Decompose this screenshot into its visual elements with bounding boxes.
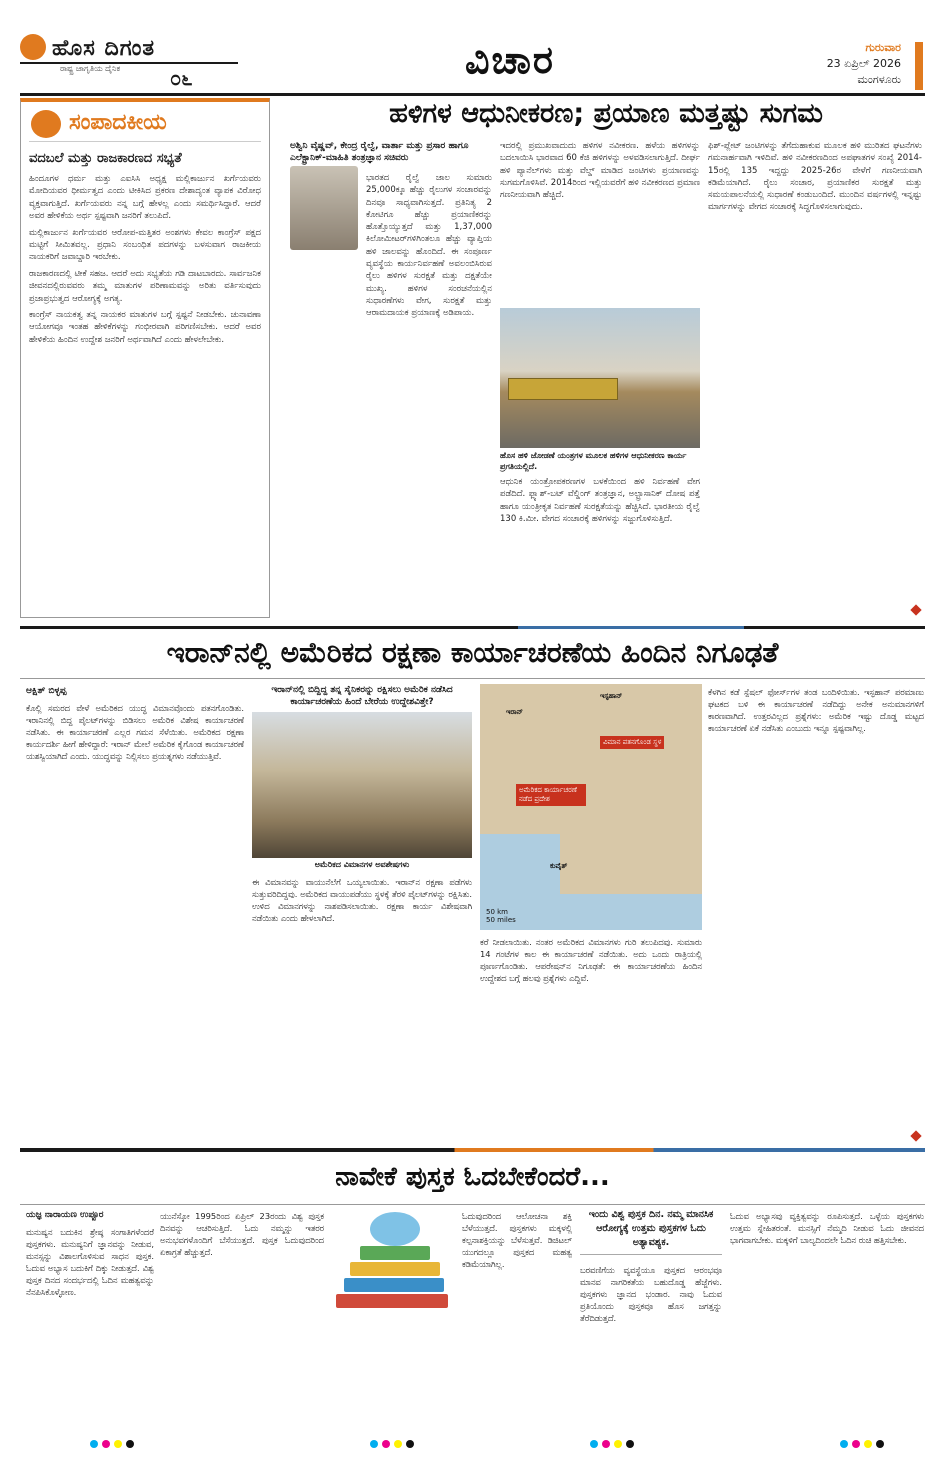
bottom-story-headline: ನಾವೇಕೆ ಪುಸ್ತಕ ಓದಬೇಕೆಂದರೆ... — [335, 1162, 610, 1192]
region-map — [480, 684, 702, 930]
land-mass — [480, 684, 702, 834]
map-label-isfahan: ಇಸ್ಫಹಾನ್ — [600, 692, 623, 700]
article-column: ಓದುವ ಅಭ್ಯಾಸವು ವ್ಯಕ್ತಿತ್ವವನ್ನು ರೂಪಿಸುತ್ತದೆ. ಒಳ್ಳೆಯ ಪುಸ್ತಕಗಳು ಉತ್ತಮ ಸ್ನೇಹಿತರಂತೆ. ಮನಸ್ಸಿಗೆ ನೆಮ್ಮದಿ ನೀಡುವ ಓದು ಜೀವನದ ಭಾಗವಾಗಬೇಕು. ಮಕ್ಕಳಿಗೆ ಬಾಲ್ಯದಿಂದಲೇ ಓದಿನ ರುಚಿ ಹತ್ತಿಸಬೇಕು. — [730, 1211, 924, 1245]
dateline-day: ಗುರುವಾರ — [865, 41, 901, 54]
black-dot — [626, 1440, 634, 1448]
magenta-dot — [852, 1440, 860, 1448]
map-tag-operation-area: ಅಮೆರಿಕದ ಕಾರ್ಯಾಚರಣೆ ನಡೆದ ಪ್ರದೇಶ — [516, 784, 586, 806]
editorial-label: ಸಂಪಾದಕೀಯ — [69, 110, 167, 135]
article-column: ಕೊಲ್ಲಿ ಸಮರದ ವೇಳೆ ಅಮೆರಿಕದ ಯುದ್ಧ ವಿಮಾನವೊಂದು ಪತನಗೊಂಡಿತು. ಇರಾನಿನಲ್ಲಿ ಬಿದ್ದ ಪೈಲಟ್‌ಗಳನ್ನು ಬಿಡಿಸಲು ಅಮೆರಿಕ ವಿಶೇಷ ಕಾರ್ಯಾಚರಣೆ ನಡೆಸಿತು. ಈ ಕಾರ್ಯಾಚರಣೆ ಎಲ್ಲರ ಗಮನ ಸೆಳೆಯಿತು. ಅಮೆರಿಕದ ರಕ್ಷಣಾ ಕಾರ್ಯದರ್ಶಿ ಹೀಗೆ ಹೇಳಿದ್ದಾರೆ: ಇರಾನ್ ಮೇಲೆ ಅಮೆರಿಕ ಕೈಗೊಂಡ ಕಾರ್ಯಾಚರಣೆ ಯಶಸ್ವಿಯಾಗಿದೆ ಎಂದು. ಯುದ್ಧವನ್ನು ನಿಲ್ಲಿಸಲು ಪ್ರಯತ್ನಗಳು ನಡೆಯುತ್ತಿವೆ. — [26, 703, 244, 761]
mid-story-headline: ಇರಾನ್‌ನಲ್ಲಿ ಅಮೆರಿಕದ ರಕ್ಷಣಾ ಕಾರ್ಯಾಚರಣೆಯ ಹಿಂದಿನ ನಿಗೂಢತೆ — [166, 636, 779, 669]
article-column: ಕರೆ ನೀಡಲಾಯಿತು. ನಂತರ ಅಮೆರಿಕದ ವಿಮಾನಗಳು ಗುರಿ ತಲುಪಿದವು. ಸುಮಾರು 14 ಗಂಟೆಗಳ ಕಾಲ ಈ ಕಾರ್ಯಾಚರಣೆ ನಡೆಯಿತು. ಅದು ಒಂದು ರಾತ್ರಿಯಲ್ಲಿ ಪೂರ್ಣಗೊಂಡಿತು. ಆಪರೇಷನ್‌ನ ನಿಗೂಢತೆ: ಈ ಕಾರ್ಯಾಚರಣೆಯ ಹಿಂದಿನ ಉದ್ದೇಶದ ಬಗ್ಗೆ ಹಲವು ಪ್ರಶ್ನೆಗಳು ಎದ್ದಿವೆ. — [480, 937, 702, 983]
land-mass — [560, 834, 702, 894]
registration-marks — [90, 1440, 134, 1448]
article-column: ಆಧುನಿಕ ಯಂತ್ರೋಪಕರಣಗಳ ಬಳಕೆಯಿಂದ ಹಳಿ ನಿರ್ವಹಣೆ ವೇಗ ಪಡೆದಿದೆ. ಫ್ಲ್ಯಾಶ್-ಬಟ್ ವೆಲ್ಡಿಂಗ್ ತಂತ್ರಜ್ಞಾನ, ಅಲ್ಟ್ರಾಸಾನಿಕ್ ದೋಷ ಪತ್ತೆ ಹಾಗೂ ಯಂತ್ರೀಕೃತ ನಿರ್ವಹಣೆ ಸುರಕ್ಷತೆಯನ್ನು ಹೆಚ್ಚಿಸಿದೆ. ಭಾರತೀಯ ರೈಲ್ವೆ 130 ಕಿ.ಮೀ. ವೇಗದ ಸಂಚಾರಕ್ಕೆ ಹಳಿಗಳನ್ನು ಸಜ್ಜುಗೊಳಿಸುತ್ತಿದೆ. — [500, 477, 700, 524]
article-column: ಬರವಣಿಗೆಯ ವ್ಯವಸ್ಥೆಯೂ ಪುಸ್ತಕದ ಆರಂಭವೂ ಮಾನವ ನಾಗರಿಕತೆಯ ಬಹುದೊಡ್ಡ ಹೆಜ್ಜೆಗಳು. ಪುಸ್ತಕಗಳು ಜ್ಞಾನದ ಭಂಡಾರ. ನಾವು ಓದುವ ಪ್ರತಿಯೊಂದು ಪುಸ್ತಕವೂ ಹೊಸ ಜಗತ್ತನ್ನು ತೆರೆದಿಡುತ್ತದೆ. — [580, 1265, 722, 1323]
article-column: ಓದುವುದರಿಂದ ಆಲೋಚನಾ ಶಕ್ತಿ ಬೆಳೆಯುತ್ತದೆ. ಪುಸ್ತಕಗಳು ಮಕ್ಕಳಲ್ಲಿ ಕಲ್ಪನಾಶಕ್ತಿಯನ್ನು ಬೆಳೆಸುತ್ತವೆ. ಡಿಜಿಟಲ್ ಯುಗದಲ್ಲೂ ಪುಸ್ತಕದ ಮಹತ್ವ ಕಡಿಮೆಯಾಗಿಲ್ಲ. — [462, 1211, 572, 1269]
article-column: ಮನುಷ್ಯನ ಬದುಕಿನ ಶ್ರೇಷ್ಠ ಸಂಗಾತಿಗಳೆಂದರೆ ಪುಸ್ತಕಗಳು. ಮನುಷ್ಯನಿಗೆ ಜ್ಞಾನವನ್ನು ನೀಡುವ, ಮನಸ್ಸನ್ನು ವಿಶಾಲಗೊಳಿಸುವ ಸಾಧನ ಪುಸ್ತಕ. ಓದುವ ಅಭ್ಯಾಸ ಬದುಕಿಗೆ ದಿಕ್ಕು ನೀಡುತ್ತದೆ. ವಿಶ್ವ ಪುಸ್ತಕ ದಿನದ ಸಂದರ್ಭದಲ್ಲಿ ಓದಿನ ಮಹತ್ವವನ್ನು ನೆನಪಿಸಿಕೊಳ್ಳೋಣ. — [26, 1227, 154, 1297]
newspaper-logo — [20, 30, 238, 90]
section-divider — [20, 1148, 925, 1152]
registration-marks — [370, 1440, 414, 1448]
pull-quote: ಇಂದು ವಿಶ್ವ ಪುಸ್ತಕ ದಿನ. ನಮ್ಮ ಮಾನಸಿಕ ಆರೋಗ್ಯಕ್ಕೆ ಉತ್ತಮ ಪುಸ್ತಕಗಳ ಓದು ಅತ್ಯಾವಶ್ಯಕ. — [580, 1208, 722, 1255]
masthead — [0, 0, 945, 96]
yellow-dot — [864, 1440, 872, 1448]
cyan-dot — [590, 1440, 598, 1448]
registration-marks — [590, 1440, 634, 1448]
editorial-banner — [29, 108, 261, 142]
map-label-iran: ಇರಾನ್ — [506, 708, 523, 716]
editorial-paragraph: ಹಿಂದೂಗಳ ಧರ್ಮ ಮತ್ತು ಎಐಸಿಸಿ ಅಧ್ಯಕ್ಷ ಮಲ್ಲಿಕಾರ್ಜುನ ಖರ್ಗೆಯವರು ಮೋದಿಯವರ ಧೀರ್ಮತ್ವದ ಎಂದು ಟೀಕಿಸಿದ ಪ್ರಕರಣ ದೇಶಾದ್ಯಂತ ವ್ಯಾಪಕ ವಿರೋಧ ವ್ಯಕ್ತವಾಗುತ್ತಿದೆ. ಖರ್ಗೆಯವರು ನನ್ನ ಬಗ್ಗೆ ಹೇಳಲ್ಲ ಎಂದು ಸಮರ್ಥಿಸಿದ್ದಾರೆ. ಆದರೆ ಅವರ ಹೇಳಿಕೆಯ ಅರ್ಥ ಸ್ಪಷ್ಟವಾಗಿ ಜನರಿಗೆ ತಲುಪಿದೆ. — [29, 174, 261, 222]
book-icon — [360, 1246, 430, 1260]
cyan-dot — [370, 1440, 378, 1448]
top-story — [286, 98, 926, 618]
cyan-dot — [840, 1440, 848, 1448]
accent-bar — [915, 42, 923, 90]
article-column: ಭಾರತದ ರೈಲ್ವೆ ಜಾಲ ಸುಮಾರು 25,000ಕ್ಕೂ ಹೆಚ್ಚು ರೈಲುಗಳ ಸಂಚಾರವನ್ನು ದಿನವೂ ಸಾಧ್ಯವಾಗಿಸುತ್ತದೆ. ಪ್ರತಿನಿತ್ಯ 2 ಕೋಟಿಗೂ ಹೆಚ್ಚು ಪ್ರಯಾಣಿಕರನ್ನು ಹೊತ್ತೊಯ್ಯುತ್ತದೆ ಮತ್ತು 1,37,000 ಕಿಲೋಮೀಟರ್‌ಗಳಿಗಿಂತಲೂ ಹೆಚ್ಚು ವ್ಯಾಪ್ತಿಯ ಹಳಿ ಜಾಲವನ್ನು ಹೊಂದಿದೆ. ಈ ಸಂಪೂರ್ಣ ವ್ಯವಸ್ಥೆಯ ಕಾರ್ಯನಿರ್ವಹಣೆ ಅವಲಂಬಿಸಿರುವ ರೈಲು ಹಳಿಗಳ ಸುರಕ್ಷತೆ ಮತ್ತು ದಕ್ಷತೆಯೇ ಮುಖ್ಯ. ಹಳಿಗಳ ಸಂರಚನೆಯಲ್ಲಿನ ಸುಧಾರಣೆಗಳು ವೇಗ, ಸುರಕ್ಷತೆ ಮತ್ತು ಆರಾಮದಾಯಕ ಪ್ರಯಾಣಕ್ಕೆ ಅಡಿಪಾಯ. — [366, 173, 492, 319]
photo-caption: ಅಮೆರಿಕದ ವಿಮಾನಗಳ ಅವಶೇಷಗಳು — [314, 860, 410, 869]
editorial-headline: ವದಬಲೆ ಮತ್ತು ರಾಜಕಾರಣದ ಸಭ್ಯತೆ — [29, 151, 182, 166]
mascot-icon — [370, 1212, 420, 1246]
black-dot — [126, 1440, 134, 1448]
editorial-column — [20, 98, 270, 618]
top-story-headline: ಹಳಿಗಳ ಆಧುನೀಕರಣ; ಪ್ರಯಾಣ ಮತ್ತಷ್ಟು ಸುಗಮ — [389, 98, 823, 129]
book-icon — [350, 1262, 440, 1276]
yellow-dot — [614, 1440, 622, 1448]
headline-rule — [20, 678, 925, 679]
book-icon — [344, 1278, 444, 1292]
registration-marks — [840, 1440, 884, 1448]
map-tag-crash-site: ವಿಮಾನ ಪತನಗೊಂಡ ಸ್ಥಳ — [600, 736, 664, 749]
logo-underline — [20, 62, 238, 64]
black-dot — [406, 1440, 414, 1448]
editorial-emblem-icon — [31, 110, 61, 138]
section-divider — [20, 626, 925, 629]
logo-tagline: ರಾಷ್ಟ್ರ ಜಾಗೃತಿಯ ದೈನಿಕ — [60, 64, 121, 73]
yellow-dot — [394, 1440, 402, 1448]
author-photo — [290, 166, 358, 250]
dateline-date: 23 ಏಪ್ರಿಲ್ 2026 — [826, 57, 901, 70]
magenta-dot — [382, 1440, 390, 1448]
map-scale-km: 50 km — [486, 908, 509, 916]
cyan-dot — [90, 1440, 98, 1448]
flame-icon — [20, 34, 46, 60]
section-title: ವಿಚಾರ — [465, 38, 555, 82]
article-column: ಫಿಶ್-ಪ್ಲೇಟ್ ಜಂಟಿಗಳನ್ನು ತೆಗೆದುಹಾಕುವ ಮೂಲಕ ಹಳಿ ಮುರಿತದ ಘಟನೆಗಳು ಗಮನಾರ್ಹವಾಗಿ ಇಳಿದಿವೆ. ಹಳಿ ನವೀಕರಣದಿಂದ ಅಪಘಾತಗಳ ಸಂಖ್ಯೆ 2014-15ರಲ್ಲಿ 135 ಇದ್ದದ್ದು 2025-26ರ ವೇಳೆಗೆ ಗಣನೀಯವಾಗಿ ಕಡಿಮೆಯಾಗಿದೆ. ರೈಲು ಸಂಚಾರ, ಪ್ರಯಾಣಿಕರ ಸುರಕ್ಷತೆ ಮತ್ತು ಸಮಯಪಾಲನೆಯಲ್ಲಿ ಸುಧಾರಣೆ ಕಂಡುಬಂದಿದೆ. ಮುಂದಿನ ವರ್ಷಗಳಲ್ಲಿ ಇನ್ನಷ್ಟು ಮಾರ್ಗಗಳನ್ನು ವೇಗದ ಸಂಚಾರಕ್ಕೆ ಸಿದ್ಧಗೊಳಿಸಲಾಗುವುದು. — [708, 141, 922, 213]
magenta-dot — [102, 1440, 110, 1448]
books-illustration — [330, 1208, 456, 1312]
masthead-rule — [20, 93, 925, 96]
black-dot — [876, 1440, 884, 1448]
mid-story-byline: ಆಕ್ಷಿತ್ ಬಿಳ್ಳಪ್ಪ — [26, 686, 67, 696]
editorial-paragraph: ಕಾಂಗ್ರೆಸ್ ನಾಯಕತ್ವ ತನ್ನ ನಾಯಕರ ಮಾತುಗಳ ಬಗ್ಗೆ ಸ್ಪಷ್ಟನೆ ನೀಡಬೇಕು. ಚುನಾವಣಾ ಆಯೋಗವೂ ಇಂತಹ ಹೇಳಿಕೆಗಳನ್ನು ಗಂಭೀರವಾಗಿ ಪರಿಗಣಿಸಬೇಕು. ಆದರೆ ಅವರ ಹೇಳಿಕೆಯ ಹಿಂದಿನ ಉದ್ದೇಶ ಜನರಿಗೆ ಅರ್ಥವಾಗಿದೆ ಎಂದು ಹೇಳಲೇಬೇಕು. — [29, 310, 261, 345]
editorial-paragraph: ರಾಜಕಾರಣದಲ್ಲಿ ಟೀಕೆ ಸಹಜ. ಆದರೆ ಅದು ಸಭ್ಯತೆಯ ಗಡಿ ದಾಟಬಾರದು. ಸಾರ್ವಜನಿಕ ಜೀವನದಲ್ಲಿರುವವರು ತಮ್ಮ ಮಾತುಗಳ ಪರಿಣಾಮವನ್ನು ಅರಿತು ವರ್ತಿಸುವುದು ಪ್ರಜಾಪ್ರಭುತ್ವದ ಆರೋಗ್ಯಕ್ಕೆ ಅಗತ್ಯ. — [29, 268, 261, 304]
magenta-dot — [602, 1440, 610, 1448]
map-scale-miles: 50 miles — [486, 916, 516, 924]
map-label-kuwait: ಕುವೈತ್ — [550, 862, 568, 870]
article-column: ಕೆಳಗಿನ ಕಡೆ ಸ್ಪೆಷಲ್ ಫೋರ್ಸ್‌ಗಳ ತಂಡ ಬಂದಿಳಿಯಿತು. ಇಸ್ಫಹಾನ್ ಪರಮಾಣು ಘಟಕದ ಬಳಿ ಈ ಕಾರ್ಯಾಚರಣೆ ನಡೆದಿದ್ದು ಅನೇಕ ಅನುಮಾನಗಳಿಗೆ ಕಾರಣವಾಗಿದೆ. ಉತ್ತರವಿಲ್ಲದ ಪ್ರಶ್ನೆಗಳು: ಅಮೆರಿಕ ಇಷ್ಟು ದೊಡ್ಡ ಮಟ್ಟದ ಕಾರ್ಯಾಚರಣೆ ಏಕೆ ನಡೆಸಿತು ಎಂಬುದು ಇನ್ನೂ ಸ್ಪಷ್ಟವಾಗಿಲ್ಲ. — [708, 687, 924, 733]
wreckage-photo — [252, 712, 472, 858]
photo-caption: ಹೊಸ ಹಳಿ ಜೋಡಣೆ ಯಂತ್ರಗಳ ಮೂಲಕ ಹಳಿಗಳ ಆಧುನೀಕರಣ ಕಾರ್ಯ ಪ್ರಗತಿಯಲ್ಲಿದೆ. — [500, 451, 687, 471]
author-name: ಅಶ್ವಿನಿ ವೈಷ್ಣವ್, ಕೇಂದ್ರ ರೈಲ್ವೆ, ವಾರ್ತಾ ಮತ್ತು ಪ್ರಸಾರ ಹಾಗೂ ಎಲೆಕ್ಟ್ರಾನಿಕ್-ಮಾಹಿತಿ ತಂತ್ರಜ್ಞಾನ ಸಚಿವರು — [290, 141, 469, 163]
map-scale — [486, 908, 516, 924]
book-icon — [336, 1294, 448, 1308]
dateline — [827, 40, 901, 88]
article-column: ಯುನೆಸ್ಕೋ 1995ರಿಂದ ಏಪ್ರಿಲ್ 23ರಂದು ವಿಶ್ವ ಪುಸ್ತಕ ದಿನವನ್ನು ಆಚರಿಸುತ್ತಿದೆ. ಓದು ನಮ್ಮನ್ನು ಇತರರ ಅನುಭವಗಳೊಂದಿಗೆ ಬೆಸೆಯುತ್ತದೆ. ಪುಸ್ತಕ ಓದುವುದರಿಂದ ಏಕಾಗ್ರತೆ ಹೆಚ್ಚುತ್ತದೆ. — [160, 1211, 324, 1257]
headline-rule — [20, 1204, 925, 1205]
page-number: ೦೬ — [170, 66, 193, 90]
article-column: ಈ ವಿಮಾನವನ್ನು ವಾಯುನೆಲೆಗೆ ಒಯ್ಯಲಾಯಿತು. ಇರಾನ್‌ನ ರಕ್ಷಣಾ ಪಡೆಗಳು ಸುತ್ತುವರಿದಿದ್ದವು. ಅಮೆರಿಕದ ವಾಯುಪಡೆಯು ಸ್ಥಳಕ್ಕೆ ತೆರಳಿ ಪೈಲಟ್‌ಗಳನ್ನು ರಕ್ಷಿಸಿತು. ಉಳಿದ ವಿಮಾನಗಳನ್ನು ನಾಶಪಡಿಸಲಾಯಿತು. ರಕ್ಷಣಾ ಕಾರ್ಯ ವಿಶೇಷವಾಗಿ ನಡೆಯಿತು ಎಂದು ಹೇಳಲಾಗಿದೆ. — [252, 877, 472, 923]
yellow-dot — [114, 1440, 122, 1448]
photo-title: ಇರಾನ್‌ನಲ್ಲಿ ಬಿದ್ದಿದ್ದ ತನ್ನ ಸೈನಿಕರನ್ನು ರಕ್ಷಿಸಲು ಅಮೆರಿಕ ನಡೆಸಿದ ಕಾರ್ಯಾಚರಣೆಯ ಹಿಂದೆ ಬೇರೆಯ ಉದ್ದೇಶವಿತ್ತೇ? — [271, 685, 453, 707]
bottom-story-byline: ಯಜ್ಞ ನಾರಾಯಣ ಉಪ್ಪೂರ — [26, 1210, 104, 1220]
article-column: ಇದರಲ್ಲಿ ಪ್ರಮುಖವಾದುದು ಹಳಿಗಳ ನವೀಕರಣ. ಹಳೆಯ ಹಳಿಗಳನ್ನು ಬದಲಾಯಿಸಿ ಭಾರವಾದ 60 ಕೆಜಿ ಹಳಿಗಳನ್ನು ಅಳವಡಿಸಲಾಗುತ್ತಿದೆ. ದೀರ್ಘ ಹಳಿ ಪ್ಯಾನೆಲ್‌ಗಳು ಮತ್ತು ವೆಲ್ಡ್ ಮಾಡಿದ ಜಂಟಿಗಳು ಪ್ರಯಾಣವನ್ನು ಸುಗಮಗೊಳಿಸಿವೆ. 2014ರಿಂದ ಇಲ್ಲಿಯವರೆಗೆ ಹಳಿ ನವೀಕರಣದ ಪ್ರಮಾಣ ಗಣನೀಯವಾಗಿ ಹೆಚ್ಚಿದೆ. — [500, 141, 700, 201]
track-machine — [508, 378, 618, 400]
railway-track-photo — [500, 308, 700, 448]
editorial-body — [29, 173, 261, 346]
dateline-city: ಮಂಗಳೂರು — [857, 73, 901, 86]
logo-title: ಹೊಸ ದಿಗಂತ — [52, 36, 156, 61]
editorial-paragraph: ಮಲ್ಲಿಕಾರ್ಜುನ ಖರ್ಗೆಯವರ ಆರೋಪ-ಮತ್ತಿತರ ಅಂಶಗಳು ಕೇವಲ ಕಾಂಗ್ರೆಸ್ ಪಕ್ಷದ ಮಟ್ಟಿಗೆ ಸೀಮಿತವಲ್ಲ. ಪ್ರಧಾನಿ ಸಂಬಂಧಿತ ಪದಗಳನ್ನು ಬಳಸುವಾಗ ರಾಜಕೀಯ ನಾಯಕರಿಗೆ ಜವಾಬ್ದಾರಿ ಇರಬೇಕು. — [29, 227, 261, 263]
